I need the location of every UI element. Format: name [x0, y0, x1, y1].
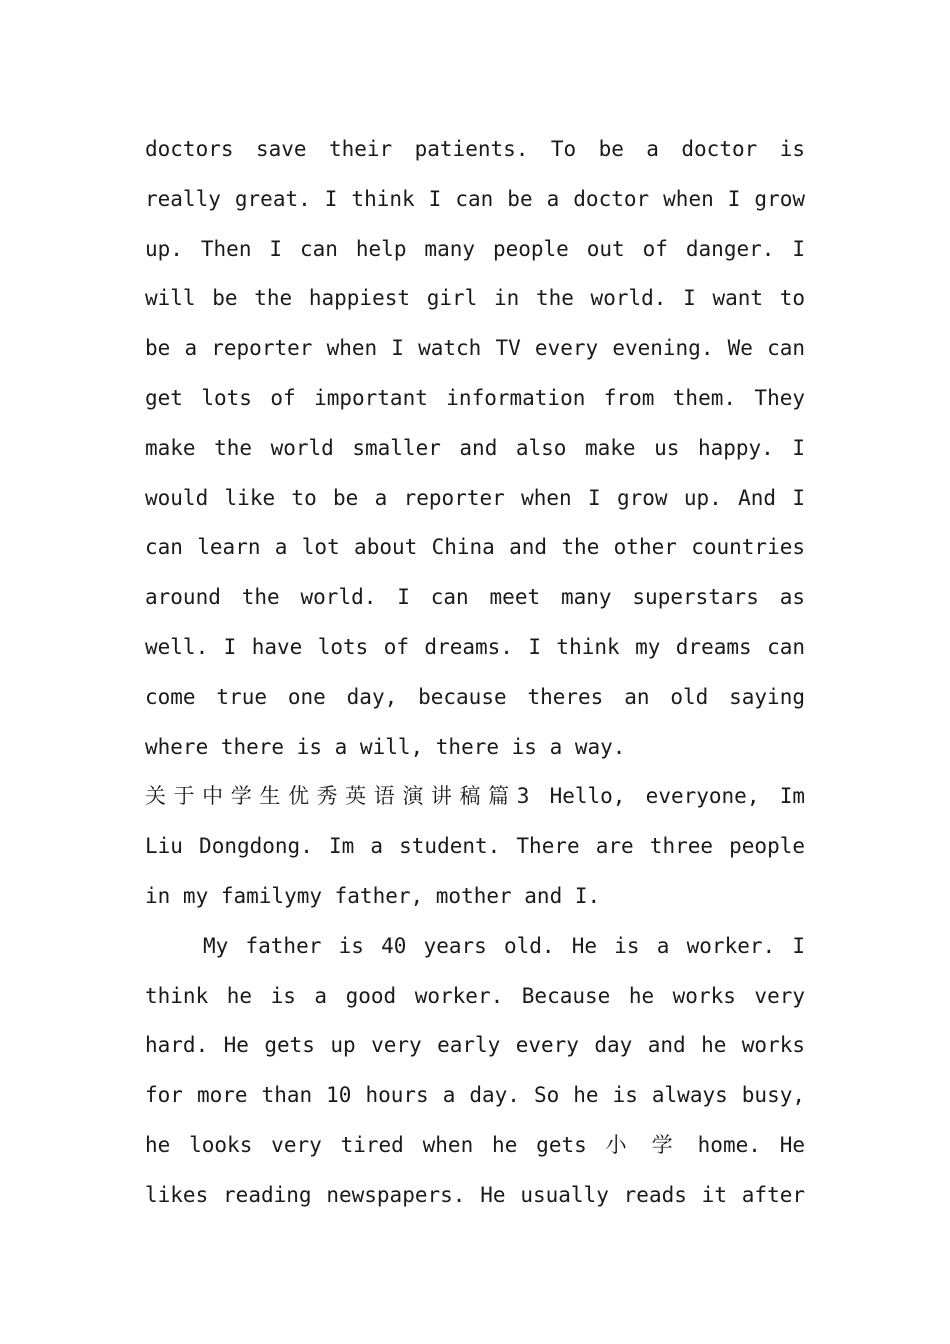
text-line: be a reporter when I watch TV every evening. We can	[145, 336, 805, 361]
text-line: get lots of important information from them. They	[145, 385, 805, 410]
text-line: in my familymy father, mother and I.	[145, 883, 601, 908]
text-line: up. Then I can help many people out of danger. I	[145, 236, 805, 261]
text-line: really great. I think I can be a doctor when I grow	[145, 186, 805, 211]
text-line: where there is a will, there is a way.	[145, 734, 626, 759]
text-line: will be the happiest girl in the world. I want to	[145, 286, 805, 311]
text-line: can learn a lot about China and the other countries	[145, 535, 805, 560]
text-line: make the world smaller and also make us happy. I	[145, 435, 805, 460]
text-line: he looks very tired when he gets 小 学 home. He	[145, 1132, 805, 1157]
section-heading-line: 关于中学生优秀英语演讲稿篇3 Hello, everyone, Im	[145, 784, 805, 809]
text-line: Liu Dongdong. Im a student. There are three people	[145, 834, 805, 859]
paragraph-first-line: My father is 40 years old. He is a worker. I	[203, 933, 805, 958]
document-body-text	[145, 125, 805, 1221]
text-line: would like to be a reporter when I grow up. And I	[145, 485, 805, 510]
text-line: hard. He gets up very early every day and he works	[145, 1033, 805, 1058]
text-line: around the world. I can meet many superstars as	[145, 585, 805, 610]
text-line: for more than 10 hours a day. So he is always busy,	[145, 1083, 805, 1108]
text-line: think he is a good worker. Because he works very	[145, 983, 805, 1008]
text-line: come true one day, because theres an old saying	[145, 684, 805, 709]
text-line: well. I have lots of dreams. I think my dreams can	[145, 634, 805, 659]
text-line: doctors save their patients. To be a doctor is	[145, 137, 805, 161]
text-line: likes reading newspapers. He usually reads it after	[145, 1182, 805, 1207]
